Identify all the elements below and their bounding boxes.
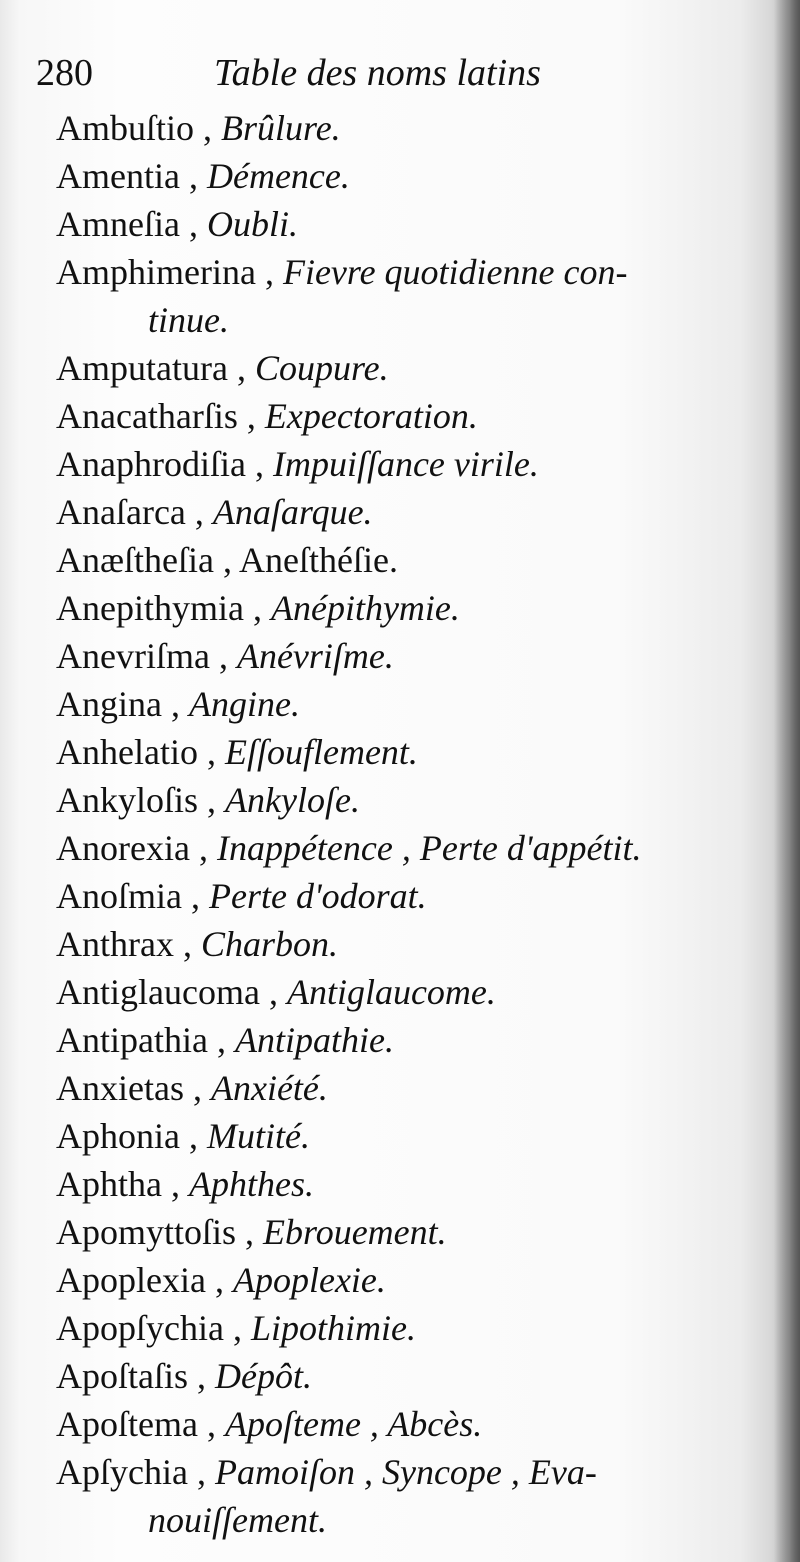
index-entry xyxy=(56,488,766,536)
entry-line xyxy=(56,1112,766,1160)
latin-term: Angina xyxy=(56,684,162,724)
entry-line xyxy=(56,536,766,584)
separator: , xyxy=(207,1020,235,1060)
french-term: Apoſteme , Abcès. xyxy=(224,1404,483,1444)
entry-line xyxy=(56,104,766,152)
index-entry xyxy=(56,1352,766,1400)
entry-line xyxy=(56,392,766,440)
french-term: Lipothimie. xyxy=(250,1308,416,1348)
page-number: 280 xyxy=(36,52,93,94)
separator: , xyxy=(236,1212,264,1252)
separator: , xyxy=(237,396,265,436)
latin-term: Anxietas xyxy=(56,1068,184,1108)
french-term: Brûlure. xyxy=(221,108,341,148)
index-entry xyxy=(56,824,766,872)
latin-term: Apoplexia xyxy=(56,1260,206,1300)
latin-term: Anaſarca xyxy=(56,492,186,532)
latin-term: Anoſmia xyxy=(56,876,182,916)
entry-line xyxy=(56,632,766,680)
entry-line xyxy=(56,1208,766,1256)
latin-term: Apoſtema xyxy=(56,1404,198,1444)
separator: , xyxy=(187,1452,215,1492)
separator: , xyxy=(183,1068,211,1108)
french-term: Impuiſſance virile. xyxy=(272,444,539,484)
separator: , xyxy=(194,108,222,148)
latin-term: Amneſia xyxy=(56,204,180,244)
entry-line xyxy=(56,1064,766,1112)
index-entry xyxy=(56,1208,766,1256)
latin-term: Antiglaucoma xyxy=(56,972,260,1012)
index-entry xyxy=(56,248,766,344)
index-entries xyxy=(56,104,766,1544)
latin-term: Ambuſtio xyxy=(56,108,195,148)
page-gutter-shadow xyxy=(774,0,800,1562)
entry-line xyxy=(56,776,766,824)
entry-line xyxy=(56,584,766,632)
latin-term: Anevriſma xyxy=(56,636,210,676)
french-term: Oubli. xyxy=(206,204,298,244)
french-term: Inappétence , Perte d'appétit. xyxy=(216,828,642,868)
entry-line xyxy=(56,248,766,296)
french-term: Dépôt. xyxy=(215,1356,312,1396)
latin-term: Apſychia xyxy=(56,1452,188,1492)
separator: , xyxy=(189,828,217,868)
latin-term: Anæſtheſia xyxy=(56,540,214,580)
french-term-continuation: tinue. xyxy=(148,300,229,340)
index-entry xyxy=(56,344,766,392)
latin-term: Amputatura xyxy=(56,348,228,388)
separator: , xyxy=(185,492,213,532)
index-entry xyxy=(56,1016,766,1064)
french-term: Angine. xyxy=(188,684,300,724)
entry-line xyxy=(56,200,766,248)
french-term: Anépithymie. xyxy=(270,588,460,628)
entry-line xyxy=(56,344,766,392)
separator: , xyxy=(173,924,201,964)
index-entry xyxy=(56,584,766,632)
entry-line xyxy=(56,1352,766,1400)
page-header xyxy=(36,48,596,98)
index-entry xyxy=(56,776,766,824)
index-entry xyxy=(56,1304,766,1352)
separator: , xyxy=(181,876,209,916)
separator: , xyxy=(243,588,271,628)
separator: , xyxy=(209,636,237,676)
french-term: Ebrouement. xyxy=(263,1212,447,1252)
separator: , xyxy=(179,1116,207,1156)
separator: , xyxy=(197,732,225,772)
latin-term: Amentia xyxy=(56,156,180,196)
separator: , xyxy=(255,252,283,292)
entry-line xyxy=(56,1400,766,1448)
separator: , xyxy=(179,156,207,196)
index-entry xyxy=(56,920,766,968)
entry-line xyxy=(56,1016,766,1064)
latin-term: Apoſtaſis xyxy=(56,1356,188,1396)
entry-line xyxy=(56,1448,766,1496)
index-entry xyxy=(56,1448,766,1544)
latin-term: Anaphrodiſia xyxy=(56,444,246,484)
entry-line xyxy=(56,488,766,536)
entry-line xyxy=(56,968,766,1016)
running-title: Table des noms latins xyxy=(214,52,541,94)
latin-term: Anthrax xyxy=(56,924,174,964)
french-term: Anxiété. xyxy=(210,1068,328,1108)
index-entry xyxy=(56,440,766,488)
entry-line xyxy=(56,872,766,920)
french-term-continuation: nouiſſement. xyxy=(148,1500,327,1540)
latin-term: Aphonia xyxy=(56,1116,180,1156)
entry-line xyxy=(56,728,766,776)
french-term: Aneſthéſie. xyxy=(239,540,398,580)
separator: , xyxy=(161,684,189,724)
separator: , xyxy=(245,444,273,484)
french-term: Pamoiſon , Syncope , Eva- xyxy=(214,1452,597,1492)
index-entry xyxy=(56,872,766,920)
french-term: Fievre quotidienne con- xyxy=(282,252,628,292)
separator: , xyxy=(223,1308,251,1348)
entry-line xyxy=(56,440,766,488)
french-term: Eſſouflement. xyxy=(224,732,418,772)
latin-term: Anorexia xyxy=(56,828,190,868)
latin-term: Apopſychia xyxy=(56,1308,224,1348)
separator: , xyxy=(227,348,255,388)
french-term: Aphthes. xyxy=(188,1164,314,1204)
french-term: Antiglaucome. xyxy=(286,972,496,1012)
index-entry xyxy=(56,1112,766,1160)
latin-term: Antipathia xyxy=(56,1020,208,1060)
separator: , xyxy=(188,1356,215,1396)
index-entry xyxy=(56,200,766,248)
index-entry xyxy=(56,728,766,776)
separator: , xyxy=(179,204,207,244)
separator: , xyxy=(205,1260,233,1300)
latin-term: Apomyttoſis xyxy=(56,1212,237,1252)
index-entry xyxy=(56,1400,766,1448)
french-term: Ankyloſe. xyxy=(225,780,360,820)
french-term: Expectoration. xyxy=(264,396,478,436)
index-entry xyxy=(56,392,766,440)
index-entry xyxy=(56,152,766,200)
index-entry xyxy=(56,1064,766,1112)
french-term: Anaſarque. xyxy=(212,492,373,532)
index-entry xyxy=(56,1160,766,1208)
french-term: Mutité. xyxy=(206,1116,310,1156)
separator: , xyxy=(161,1164,189,1204)
latin-term: Anacatharſis xyxy=(56,396,238,436)
french-term: Démence. xyxy=(206,156,350,196)
latin-term: Anhelatio xyxy=(56,732,198,772)
index-entry xyxy=(56,968,766,1016)
index-entry xyxy=(56,536,766,584)
separator: , xyxy=(259,972,287,1012)
entry-line xyxy=(56,152,766,200)
french-term: Charbon. xyxy=(200,924,338,964)
separator: , xyxy=(197,1404,225,1444)
latin-term: Aphtha xyxy=(56,1164,162,1204)
index-entry xyxy=(56,1256,766,1304)
french-term: Anévriſme. xyxy=(236,636,394,676)
entry-line xyxy=(56,1160,766,1208)
entry-line xyxy=(56,1304,766,1352)
separator: , xyxy=(213,540,239,580)
french-term: Coupure. xyxy=(254,348,389,388)
latin-term: Anepithymia xyxy=(56,588,244,628)
french-term: Apoplexie. xyxy=(232,1260,386,1300)
index-entry xyxy=(56,104,766,152)
entry-line xyxy=(56,920,766,968)
separator: , xyxy=(198,780,226,820)
entry-line xyxy=(56,824,766,872)
latin-term: Amphimerina xyxy=(56,252,256,292)
latin-term: Ankyloſis xyxy=(56,780,199,820)
entry-line xyxy=(56,680,766,728)
french-term: Perte d'odorat. xyxy=(208,876,427,916)
index-entry xyxy=(56,680,766,728)
index-entry xyxy=(56,632,766,680)
french-term: Antipathie. xyxy=(234,1020,394,1060)
entry-line xyxy=(56,1256,766,1304)
